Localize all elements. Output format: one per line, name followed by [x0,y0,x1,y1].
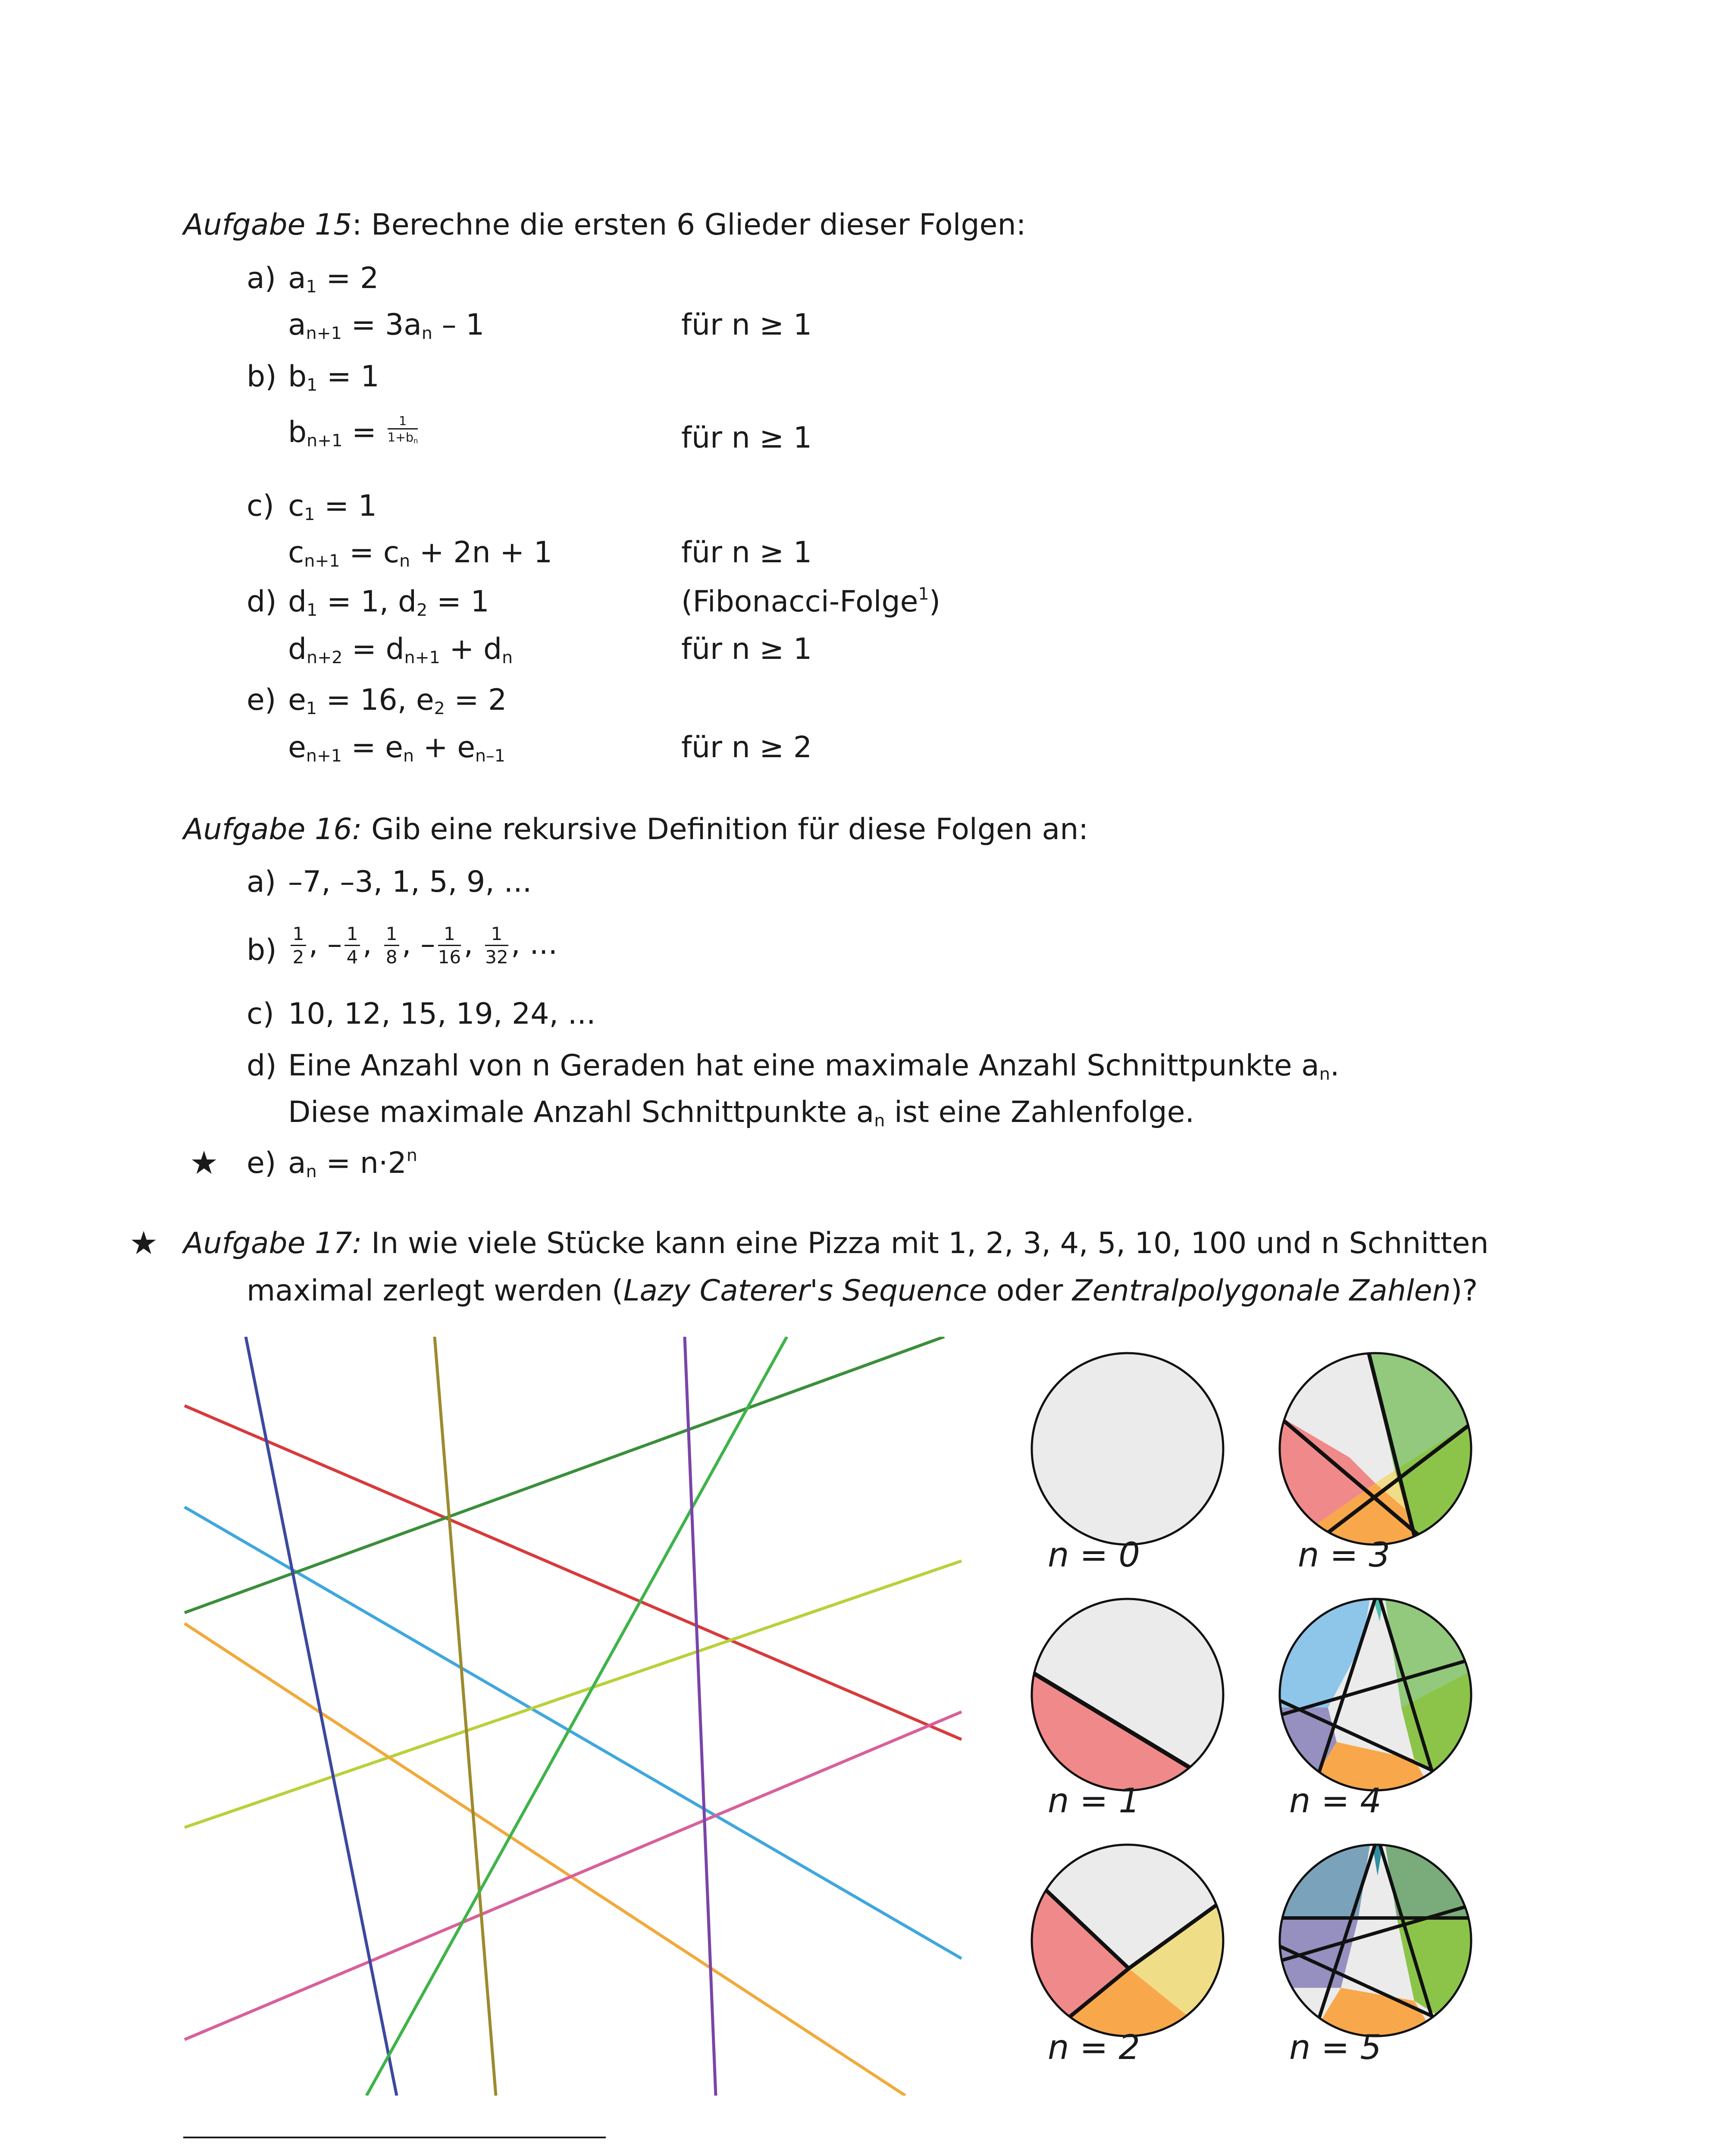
task15-c-condition: für n ≥ 1 [681,536,812,570]
task15-a-label: a) [247,261,276,295]
line-pink [185,1712,962,2040]
task16-title: Aufgabe 16: [183,812,362,846]
task16-e-formula: $a_n = n\cdot 2^n$ [288,1145,417,1181]
task15-d-start: $d_1 = 1$, $d_2 = 1$ [288,585,489,620]
task15-b-recursion: $b_{n+1}$ = $\frac{1}{1+b_n}$ [288,414,418,451]
pizza-label-n3: n = 3 [1298,1536,1391,1575]
star-icon: ★ [129,1225,158,1262]
pizza-label-n5: n = 5 [1289,2028,1382,2067]
pizza-label-n1: n = 1 [1048,1782,1140,1821]
line-purple [685,1337,716,2096]
task16-e-label: e) [247,1146,276,1180]
footnote-separator [183,2137,606,2138]
pizza-n3 [1276,1345,1483,1552]
footnote-ref[interactable]: 1 [918,584,929,604]
task15-c-start: $c_1 = 1$ [288,489,377,524]
pizza-n5 [1276,1837,1483,2044]
task15-b-condition: für n ≥ 1 [681,421,812,455]
task16-d-line2: Diese maximale Anzahl Schnittpunkte $a_n$ ist eine Zahlenfolge. [288,1095,1195,1131]
task15-d-recursion: $d_{n+2} = d_{n+1} + d_n$ [288,632,513,667]
line-red [185,1406,962,1739]
task15-c-recursion: $c_{n+1} = c_n + 2n + 1$ [288,536,553,571]
task15-d-note: (Fibonacci-Folge$^1$) [681,584,941,619]
task15-e-recursion: $e_{n+1} = e_n + e_{n-1}$ [288,730,505,766]
task16-c-label: c) [247,997,274,1031]
task15-b-label: b) [247,360,277,394]
task16-a-label: a) [247,865,276,899]
task15-a-condition: für n ≥ 1 [681,308,812,342]
task17-title: Aufgabe 17: [183,1226,362,1260]
line-green [366,1337,787,2096]
task15-c-label: c) [247,489,274,523]
task15-d-condition: für n ≥ 1 [681,632,812,666]
task15-d-label: d) [247,585,277,619]
task16-a-text: –7, –3, 1, 5, 9, ... [288,865,532,899]
pizza-n2 [1026,1837,1233,2053]
pizza-label-n4: n = 4 [1289,1782,1382,1821]
task16-c-text: 10, 12, 15, 19, 24, ... [288,997,596,1031]
lines-figure [181,1337,970,2096]
pizza-n1 [1026,1587,1233,1802]
line-orange [185,1623,905,2096]
task16-heading [183,812,1089,846]
task15-a-start: $a_1 = 2$ [288,261,379,297]
pizza-n0 [1032,1353,1223,1545]
task17-line1: Aufgabe 17: In wie viele Stücke kann eine Pizza mit 1, 2, 3, 4, 5, 10, 100 und n Schnitten [183,1226,1489,1260]
line-yellowgreen [185,1561,962,1827]
star-icon: ★ [190,1144,219,1181]
task17-line2: maximal zerlegt werden (Lazy Caterer's Sequence oder Zentralpolygonale Zahlen)? [247,1274,1478,1308]
task15-e-label: e) [247,683,276,717]
task15-b-start: $b_1 = 1$ [288,360,379,395]
task15-a-recursion: $a_{n+1} = 3a_n - 1$ [288,308,485,343]
task16-intro: Gib eine rekursive Definition für diese Folgen an: [362,812,1089,846]
task16-d-label: d) [247,1049,277,1083]
line-olive [435,1337,496,2096]
line-darkgreen [185,1337,944,1613]
task15-intro: : Berechne die ersten 6 Glieder dieser Folgen: [352,208,1026,242]
task15-title: Aufgabe 15 [183,208,352,242]
task16-b-sequence: $\frac{1}{2}$ , – $\frac{1}{4}$ , $\frac{1}{8}$ , – $\frac{1}{16}$ , $\frac{1}{32}$ , ... [288,924,557,968]
task15-b-fraction: $\frac{1}{1+b_n}$ [387,414,418,445]
task16-d-line1: Eine Anzahl von n Geraden hat eine maximale Anzahl Schnittpunkte $a_n$. [288,1049,1340,1084]
task15-heading [183,210,1026,240]
task16-b-label: b) [247,933,277,967]
pizza-label-n0: n = 0 [1048,1536,1140,1575]
pizza-label-n2: n = 2 [1048,2028,1140,2067]
task15-e-condition: für n ≥ 2 [681,730,812,765]
task15-e-start: $e_1 = 16$, $e_2 = 2$ [288,683,507,718]
line-lightblue [185,1507,962,1959]
pizza-n4 [1276,1591,1483,1798]
pizza-figures [1026,1328,1500,2087]
